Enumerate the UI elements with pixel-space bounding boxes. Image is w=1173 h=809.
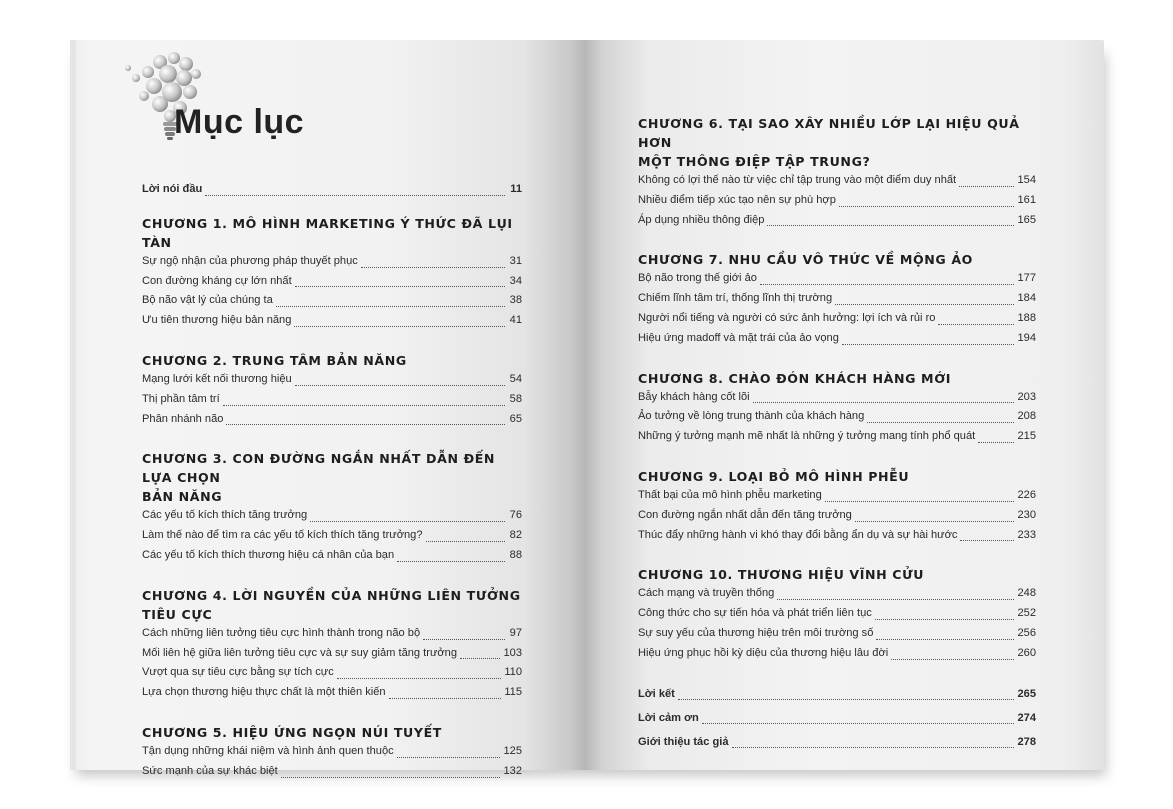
chapter-heading: CHƯƠNG 4. LỜI NGUYỀN CỦA NHỮNG LIÊN TƯỞNG TIÊU CỰC [142, 587, 521, 622]
chapter-5 [142, 723, 522, 782]
chapter-4 [142, 586, 522, 703]
toc-entry: Hiệu ứng madoff và mặt trái của ảo vọng 194 [638, 331, 1036, 344]
toc-left [142, 180, 522, 782]
toc-entry: Làm thế nào để tìm ra các yếu tố kích thích tăng trưởng? 82 [142, 529, 522, 542]
page-title: Mục lục [174, 103, 305, 141]
toc-entry: Phân nhánh não 65 [142, 412, 522, 425]
toc-right [638, 114, 1036, 754]
toc-entry: Thị phần tâm trí 58 [142, 392, 522, 405]
chapter-6 [638, 114, 1036, 230]
toc-entry-epilogue: Lời kết 265 [638, 687, 1036, 700]
chapter-7 [638, 250, 1036, 348]
toc-entry: Hiệu ứng phục hồi kỳ diệu của thương hiệu lâu đời 260 [638, 646, 1036, 659]
toc-entry: Con đường ngắn nhất dẫn đến tăng trưởng 230 [638, 508, 1036, 521]
chapter-9 [638, 467, 1036, 545]
chapter-heading: CHƯƠNG 7. NHU CẦU VÔ THỨC VỀ MỘNG ẢO [638, 252, 973, 268]
toc-entry: Sự suy yếu của thương hiệu trên môi trường số 256 [638, 626, 1036, 639]
chapter-heading: CHƯƠNG 3. CON ĐƯỜNG NGẮN NHẤT DẪN ĐẾN LỰA CHỌN [142, 451, 496, 486]
page-edge [70, 40, 76, 770]
chapter-heading: CHƯƠNG 1. MÔ HÌNH MARKETING Ý THỨC ĐÃ LỤI TÀN [142, 215, 513, 250]
chapter-heading: CHƯƠNG 9. LOẠI BỎ MÔ HÌNH PHỄU [638, 468, 910, 484]
toc-entry: Bộ não vật lý của chúng ta 38 [142, 294, 522, 307]
toc-entry: Chiếm lĩnh tâm trí, thống lĩnh thị trường 184 [638, 292, 1036, 305]
toc-entry: Nhiều điểm tiếp xúc tạo nên sự phù hợp 161 [638, 193, 1036, 206]
toc-entry: Không có lợi thế nào từ việc chỉ tập trung vào một điểm duy nhất 154 [638, 174, 1036, 186]
chapter-heading-cont: BẢN NĂNG [142, 489, 223, 505]
toc-entry: Sự ngộ nhận của phương pháp thuyết phục 31 [142, 254, 522, 267]
toc-entry: Thúc đẩy những hành vi khó thay đổi bằng ẩn dụ và sự hài hước 233 [638, 528, 1036, 541]
left-page [70, 40, 586, 777]
toc-entry: Các yếu tố kích thích tăng trưởng 76 [142, 509, 522, 522]
toc-entry-about-author: Giới thiệu tác giả 278 [638, 735, 1036, 748]
toc-entry-foreword: Lời nói đầu 11 [142, 183, 522, 195]
chapter-heading-cont: MỘT THÔNG ĐIỆP TẬP TRUNG? [638, 154, 871, 169]
open-book [70, 40, 1104, 777]
toc-entry: Vượt qua sự tiêu cực bằng sự tích cực 110 [142, 666, 522, 679]
chapter-heading: CHƯƠNG 10. THƯƠNG HIỆU VĨNH CỬU [638, 567, 925, 583]
toc-entry: Con đường kháng cự lớn nhất 34 [142, 274, 522, 287]
chapter-2 [142, 351, 522, 429]
toc-entry: Mối liên hệ giữa liên tưởng tiêu cực và sự suy giảm tăng trưởng 103 [142, 646, 522, 659]
toc-entry: Cách mạng và truyền thống 248 [638, 587, 1036, 600]
chapter-3 [142, 449, 522, 565]
chapter-1 [142, 214, 522, 331]
chapter-heading: CHƯƠNG 2. TRUNG TÂM BẢN NĂNG [142, 352, 407, 368]
toc-entry: Ưu tiên thương hiệu bản năng 41 [142, 314, 522, 327]
toc-entry: Lựa chọn thương hiệu thực chất là một thiên kiến 115 [142, 686, 522, 699]
toc-entry: Ảo tưởng về lòng trung thành của khách hàng 208 [638, 410, 1036, 423]
chapter-heading: CHƯƠNG 8. CHÀO ĐÓN KHÁCH HÀNG MỚI [638, 370, 952, 386]
chapter-8 [638, 369, 1036, 447]
toc-entry: Mạng lưới kết nối thương hiệu 54 [142, 372, 522, 385]
chapter-heading: CHƯƠNG 5. HIỆU ỨNG NGỌN NÚI TUYẾT [142, 724, 442, 740]
chapter-heading: CHƯƠNG 6. TẠI SAO XÂY NHIỀU LỚP LẠI HIỆU QUẢ HƠN [638, 116, 1020, 150]
toc-entry: Áp dụng nhiều thông điệp 165 [638, 213, 1036, 226]
right-page [586, 40, 1104, 770]
chapter-10 [638, 565, 1036, 663]
toc-entry: Người nổi tiếng và người có sức ảnh hưởng: lợi ích và rủi ro 188 [638, 311, 1036, 324]
toc-entry: Cách những liên tưởng tiêu cực hình thành trong não bộ 97 [142, 626, 522, 639]
back-matter [638, 682, 1036, 754]
toc-entry: Công thức cho sự tiến hóa và phát triển liên tục 252 [638, 607, 1036, 620]
toc-entry: Thất bại của mô hình phễu marketing 226 [638, 488, 1036, 501]
toc-entry: Những ý tưởng mạnh mẽ nhất là những ý tưởng mang tính phổ quát 215 [638, 430, 1036, 443]
toc-entry: Bẫy khách hàng cốt lõi 203 [638, 390, 1036, 403]
toc-entry-acknowledgements: Lời cảm ơn 274 [638, 711, 1036, 724]
toc-entry: Sức mạnh của sự khác biệt 132 [142, 764, 522, 777]
toc-entry: Tận dụng những khái niệm và hình ảnh quen thuộc 125 [142, 744, 522, 757]
toc-entry: Các yếu tố kích thích thương hiệu cá nhân của bạn 88 [142, 548, 522, 561]
toc-entry: Bộ não trong thế giới ảo 177 [638, 272, 1036, 285]
